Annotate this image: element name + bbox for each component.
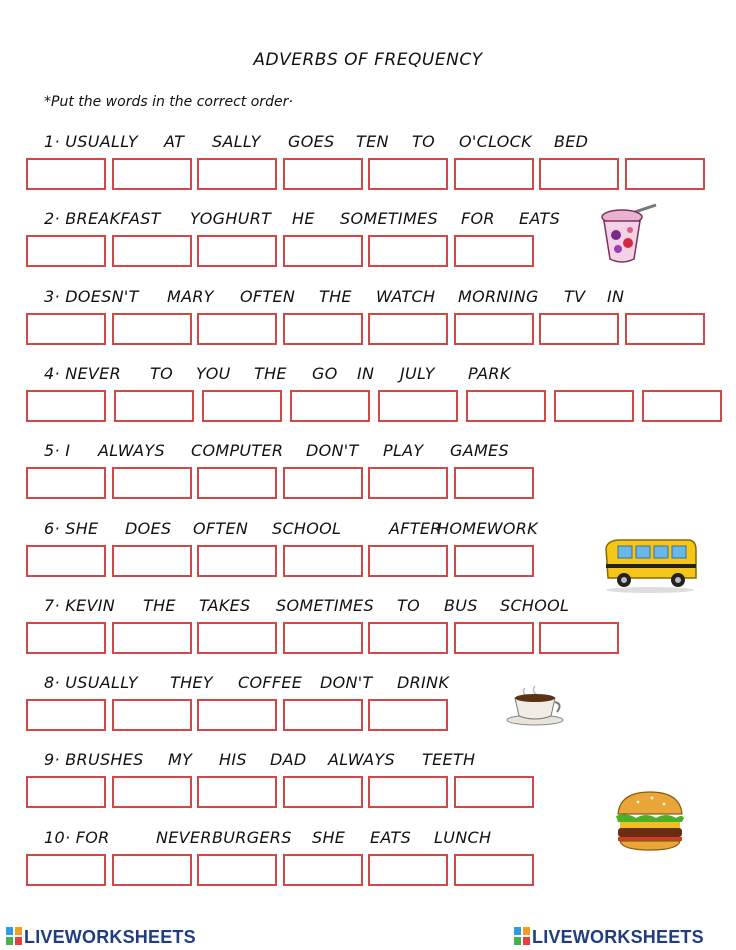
answer-boxes: [26, 313, 716, 347]
word: PARK: [468, 364, 511, 383]
answer-box[interactable]: [368, 699, 448, 731]
answer-boxes: [26, 622, 716, 656]
answer-box[interactable]: [454, 776, 534, 808]
answer-box[interactable]: [26, 622, 106, 654]
footer-brand-right-text: LIVEWORKSHEETS: [532, 927, 704, 947]
answer-box[interactable]: [197, 467, 277, 499]
answer-box[interactable]: [283, 776, 363, 808]
word: BURGERS: [212, 828, 292, 847]
word: HOMEWORK: [437, 519, 538, 538]
word: MORNING: [458, 287, 539, 306]
answer-box[interactable]: [454, 158, 534, 190]
word: SCHOOL: [272, 519, 342, 538]
word: 6· SHE: [44, 519, 99, 538]
answer-box[interactable]: [197, 545, 277, 577]
answer-box[interactable]: [283, 545, 363, 577]
answer-box[interactable]: [368, 776, 448, 808]
word: SOMETIMES: [276, 596, 374, 615]
word: NEVER: [156, 828, 212, 847]
answer-box[interactable]: [368, 467, 448, 499]
answer-box[interactable]: [26, 158, 106, 190]
answer-box[interactable]: [197, 622, 277, 654]
word: THE: [143, 596, 176, 615]
answer-box[interactable]: [283, 854, 363, 886]
answer-box[interactable]: [112, 158, 192, 190]
answer-box[interactable]: [625, 158, 705, 190]
word: ALWAYS: [98, 441, 165, 460]
word: DON'T: [320, 673, 373, 692]
word: COFFEE: [238, 673, 303, 692]
answer-box[interactable]: [114, 390, 194, 422]
word: TO: [412, 132, 435, 151]
word: OFTEN: [240, 287, 296, 306]
word: GAMES: [450, 441, 509, 460]
answer-box[interactable]: [466, 390, 546, 422]
word: TAKES: [199, 596, 251, 615]
footer-brand-right: [514, 927, 704, 948]
exercise-4: [0, 364, 736, 424]
word: COMPUTER: [191, 441, 284, 460]
answer-box[interactable]: [368, 158, 448, 190]
word: YOGHURT: [190, 209, 272, 228]
word: SCHOOL: [500, 596, 570, 615]
word: SOMETIMES: [340, 209, 438, 228]
word: ALWAYS: [328, 750, 395, 769]
word: GO: [312, 364, 338, 383]
word: IN: [607, 287, 625, 306]
answer-boxes: [26, 854, 716, 888]
answer-box[interactable]: [368, 854, 448, 886]
word: TV: [564, 287, 586, 306]
word: DOES: [125, 519, 172, 538]
word: 10· FOR: [44, 828, 110, 847]
answer-box[interactable]: [368, 313, 448, 345]
word: THE: [319, 287, 352, 306]
word: TO: [150, 364, 173, 383]
word: MARY: [167, 287, 214, 306]
coffee-cup-icon: [505, 684, 565, 726]
answer-box[interactable]: [283, 235, 363, 267]
smoothie-cup-icon: [598, 203, 662, 265]
worksheet-title: ADVERBS OF FREQUENCY: [253, 50, 483, 70]
answer-box[interactable]: [112, 467, 192, 499]
answer-box[interactable]: [368, 622, 448, 654]
answer-box[interactable]: [26, 699, 106, 731]
answer-boxes: [26, 699, 716, 733]
word: 1· USUALLY: [44, 132, 138, 151]
word: TEETH: [422, 750, 476, 769]
answer-box[interactable]: [454, 545, 534, 577]
answer-boxes: [26, 390, 716, 424]
answer-box[interactable]: [454, 235, 534, 267]
answer-box[interactable]: [112, 545, 192, 577]
answer-box[interactable]: [112, 235, 192, 267]
word: WATCH: [376, 287, 436, 306]
answer-box[interactable]: [283, 313, 363, 345]
instruction-text: *Put the words in the correct order·: [44, 94, 293, 110]
word: 9· BRUSHES: [44, 750, 144, 769]
answer-box[interactable]: [26, 776, 106, 808]
answer-box[interactable]: [197, 854, 277, 886]
answer-box[interactable]: [283, 622, 363, 654]
exercise-5: [0, 441, 736, 501]
word: THEY: [170, 673, 213, 692]
word: 7· KEVIN: [44, 596, 115, 615]
answer-box[interactable]: [539, 313, 619, 345]
word: IN: [357, 364, 375, 383]
word: 5· I: [44, 441, 71, 460]
answer-box[interactable]: [368, 235, 448, 267]
answer-box[interactable]: [368, 545, 448, 577]
answer-box[interactable]: [539, 622, 619, 654]
liveworksheets-logo-icon: [514, 927, 530, 945]
answer-boxes: [26, 467, 716, 501]
word: BUS: [444, 596, 478, 615]
answer-box[interactable]: [454, 854, 534, 886]
word: GOES: [288, 132, 335, 151]
word: JULY: [400, 364, 435, 383]
word: EATS: [519, 209, 561, 228]
word: OFTEN: [193, 519, 249, 538]
answer-box[interactable]: [197, 235, 277, 267]
answer-box[interactable]: [202, 390, 282, 422]
answer-box[interactable]: [454, 467, 534, 499]
answer-box[interactable]: [290, 390, 370, 422]
exercise-8: [0, 673, 736, 733]
word: AT: [164, 132, 185, 151]
answer-box[interactable]: [26, 854, 106, 886]
answer-box[interactable]: [112, 699, 192, 731]
footer-brand-left-text: LIVEWORKSHEETS: [24, 927, 196, 947]
footer-brand-left: [6, 927, 196, 948]
answer-box[interactable]: [26, 467, 106, 499]
answer-boxes: [26, 158, 716, 192]
answer-box[interactable]: [112, 622, 192, 654]
answer-box[interactable]: [26, 235, 106, 267]
word: THE: [254, 364, 287, 383]
word: O'CLOCK: [459, 132, 532, 151]
answer-box[interactable]: [283, 467, 363, 499]
word: HE: [292, 209, 315, 228]
word: FOR: [461, 209, 495, 228]
answer-box[interactable]: [197, 158, 277, 190]
word: BED: [554, 132, 589, 151]
word: DAD: [270, 750, 307, 769]
word: TO: [397, 596, 420, 615]
answer-box[interactable]: [642, 390, 722, 422]
word: SHE: [312, 828, 346, 847]
word: 8· USUALLY: [44, 673, 138, 692]
answer-box[interactable]: [625, 313, 705, 345]
word: AFTER: [389, 519, 442, 538]
answer-box[interactable]: [112, 854, 192, 886]
word: 4· NEVER: [44, 364, 122, 383]
burger-icon: [612, 788, 688, 852]
answer-box[interactable]: [454, 313, 534, 345]
word: 2· BREAKFAST: [44, 209, 161, 228]
answer-box[interactable]: [283, 699, 363, 731]
answer-box[interactable]: [197, 313, 277, 345]
exercise-7: [0, 596, 736, 656]
word: 3· DOESN'T: [44, 287, 139, 306]
answer-box[interactable]: [197, 776, 277, 808]
answer-box[interactable]: [554, 390, 634, 422]
school-bus-icon: [600, 534, 700, 594]
word: HIS: [219, 750, 247, 769]
answer-box[interactable]: [112, 313, 192, 345]
word: MY: [168, 750, 193, 769]
answer-box[interactable]: [454, 622, 534, 654]
word: EATS: [370, 828, 412, 847]
answer-box[interactable]: [26, 390, 106, 422]
liveworksheets-logo-icon: [6, 927, 22, 945]
answer-box[interactable]: [197, 699, 277, 731]
word: YOU: [196, 364, 231, 383]
word: LUNCH: [434, 828, 492, 847]
word: DRINK: [397, 673, 450, 692]
word: TEN: [356, 132, 389, 151]
answer-box[interactable]: [378, 390, 458, 422]
answer-box[interactable]: [26, 545, 106, 577]
exercise-3: [0, 287, 736, 347]
answer-box[interactable]: [283, 158, 363, 190]
exercise-1: [0, 132, 736, 192]
answer-box[interactable]: [539, 158, 619, 190]
answer-box[interactable]: [112, 776, 192, 808]
word: PLAY: [383, 441, 424, 460]
word: SALLY: [212, 132, 261, 151]
answer-box[interactable]: [26, 313, 106, 345]
word: DON'T: [306, 441, 359, 460]
